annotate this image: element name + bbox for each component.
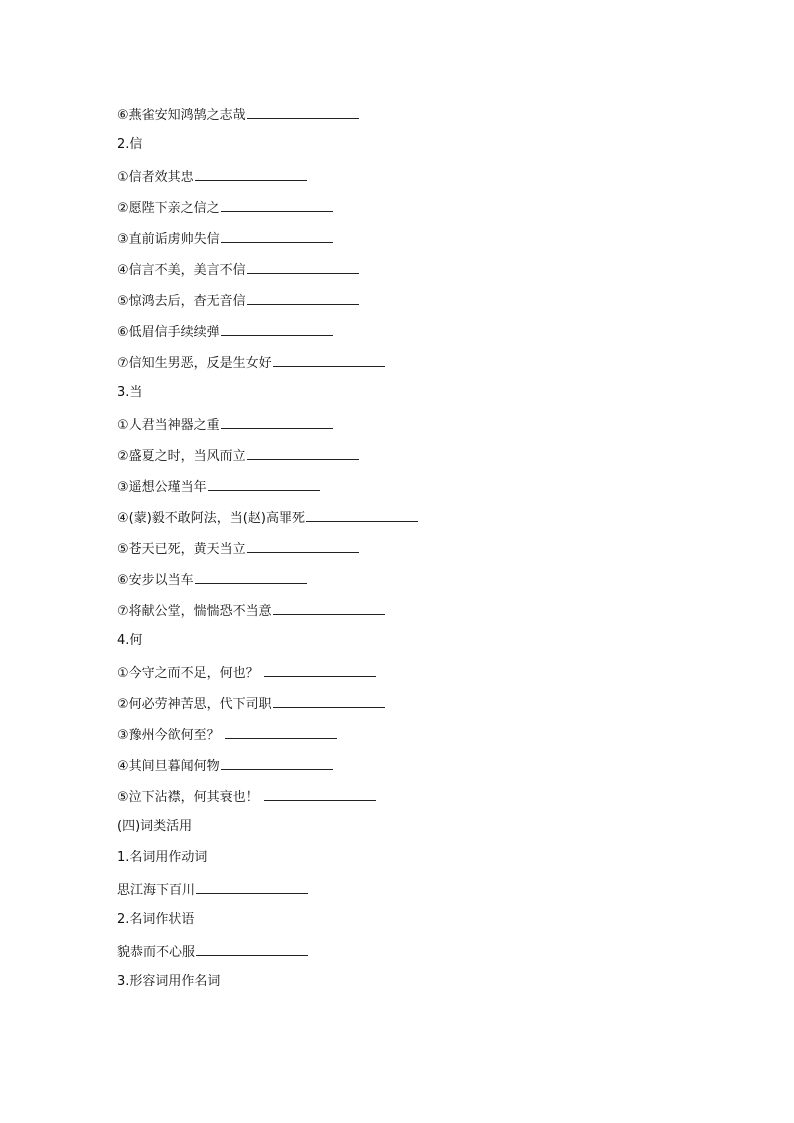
exercise-item xyxy=(117,197,737,228)
line-text: ③直前诟虏帅失信 xyxy=(117,232,220,247)
section-heading xyxy=(117,910,737,941)
answer-blank[interactable] xyxy=(221,197,333,212)
section-heading xyxy=(117,972,737,1003)
answer-blank[interactable] xyxy=(273,693,385,708)
answer-blank[interactable] xyxy=(273,352,385,367)
exercise-item xyxy=(117,786,737,817)
line-text: 3.当 xyxy=(117,385,143,400)
line-text: ②何必劳神苦思，代下司职 xyxy=(117,697,272,712)
line-text: 4.何 xyxy=(117,633,143,648)
answer-blank[interactable] xyxy=(247,538,359,553)
answer-blank[interactable] xyxy=(247,104,359,119)
answer-blank[interactable] xyxy=(247,445,359,460)
exercise-item xyxy=(117,321,737,352)
spacer xyxy=(259,666,263,681)
exercise-item xyxy=(117,569,737,600)
answer-blank[interactable] xyxy=(264,786,376,801)
line-text: ⑤苍天已死，黄天当立 xyxy=(117,542,246,557)
answer-blank[interactable] xyxy=(247,259,359,274)
line-text: 思江海下百川 xyxy=(117,883,196,898)
line-text: (四)词类活用 xyxy=(117,819,193,834)
answer-blank[interactable] xyxy=(196,941,308,956)
answer-blank[interactable] xyxy=(221,321,333,336)
answer-blank[interactable] xyxy=(195,569,307,584)
answer-blank[interactable] xyxy=(221,755,333,770)
line-text: ①今守之而不足，何也？ xyxy=(117,666,259,681)
spacer xyxy=(220,728,224,743)
answer-blank[interactable] xyxy=(195,166,307,181)
exercise-list xyxy=(117,104,737,1003)
section-heading xyxy=(117,383,737,414)
line-text: ④信言不美，美言不信 xyxy=(117,263,246,278)
line-text: ⑦信知生男恶，反是生女好 xyxy=(117,356,272,371)
exercise-item xyxy=(117,538,737,569)
answer-blank[interactable] xyxy=(273,600,385,615)
answer-blank[interactable] xyxy=(247,290,359,305)
exercise-item xyxy=(117,879,737,910)
section-heading xyxy=(117,817,737,848)
exercise-item xyxy=(117,352,737,383)
line-text: 2.信 xyxy=(117,137,143,152)
answer-blank[interactable] xyxy=(221,414,333,429)
line-text: ⑤泣下沾襟，何其衰也！ xyxy=(117,790,259,805)
line-text: ⑤惊鸿去后，杳无音信 xyxy=(117,294,246,309)
line-text: ⑥燕雀安知鸿鹄之志哉 xyxy=(117,108,246,123)
line-text: 2.名词作状语 xyxy=(117,912,195,927)
exercise-item xyxy=(117,724,737,755)
exercise-item xyxy=(117,507,737,538)
section-heading xyxy=(117,135,737,166)
answer-blank[interactable] xyxy=(225,724,337,739)
line-text: ③遥想公瑾当年 xyxy=(117,480,207,495)
exercise-item xyxy=(117,941,737,972)
line-text: 1.名词用作动词 xyxy=(117,850,208,865)
line-text: ②愿陛下亲之信之 xyxy=(117,201,220,216)
exercise-item xyxy=(117,228,737,259)
answer-blank[interactable] xyxy=(208,476,320,491)
line-text: ①人君当神器之重 xyxy=(117,418,220,433)
exercise-item xyxy=(117,414,737,445)
exercise-item xyxy=(117,693,737,724)
line-text: ⑦将献公堂，惴惴恐不当意 xyxy=(117,604,272,619)
line-text: ③豫州今欲何至？ xyxy=(117,728,220,743)
answer-blank[interactable] xyxy=(196,879,308,894)
exercise-item xyxy=(117,476,737,507)
line-text: 貌恭而不心服 xyxy=(117,945,196,960)
exercise-item xyxy=(117,104,737,135)
spacer xyxy=(259,790,263,805)
line-text: ⑥低眉信手续续弹 xyxy=(117,325,220,340)
section-heading xyxy=(117,631,737,662)
exercise-item xyxy=(117,662,737,693)
answer-blank[interactable] xyxy=(264,662,376,677)
section-heading xyxy=(117,848,737,879)
line-text: ①信者效其忠 xyxy=(117,170,194,185)
exercise-item xyxy=(117,445,737,476)
answer-blank[interactable] xyxy=(306,507,418,522)
exercise-item xyxy=(117,600,737,631)
line-text: ②盛夏之时，当风而立 xyxy=(117,449,246,464)
line-text: 3.形容词用作名词 xyxy=(117,974,221,989)
line-text: ④(蒙)毅不敢阿法，当(赵)高罪死 xyxy=(117,511,305,526)
line-text: ⑥安步以当车 xyxy=(117,573,194,588)
line-text: ④其间旦暮闻何物 xyxy=(117,759,220,774)
answer-blank[interactable] xyxy=(221,228,333,243)
exercise-item xyxy=(117,755,737,786)
exercise-item xyxy=(117,166,737,197)
exercise-item xyxy=(117,290,737,321)
exercise-item xyxy=(117,259,737,290)
